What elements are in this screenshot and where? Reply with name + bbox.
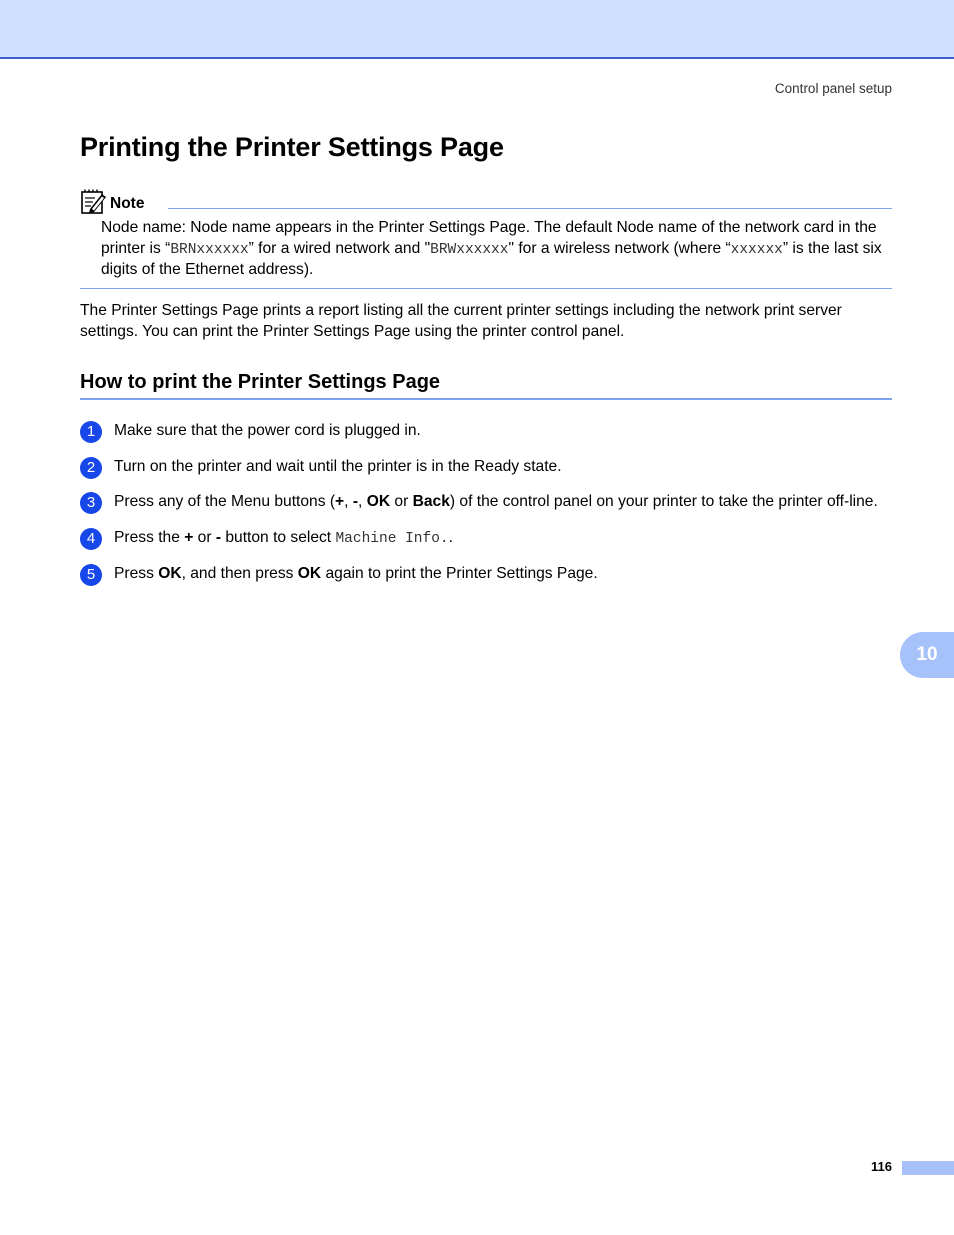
step-text: Press any of the Menu buttons (+, -, OK or Back) of the control panel on your printer to take the printer off-line. xyxy=(114,493,878,510)
page-title: Printing the Printer Settings Page xyxy=(80,132,504,162)
step-item xyxy=(80,492,895,513)
intro-paragraph: The Printer Settings Page prints a report listing all the current printer settings including the network print server settings. You can print the Printer Settings Page using the printer control panel. xyxy=(80,302,842,340)
step-text: Press OK, and then press OK again to print the Printer Settings Page. xyxy=(114,565,598,582)
step-text: Press the + or - button to select Machine Info.. xyxy=(114,528,453,547)
note-code: xxxxxx xyxy=(730,241,783,258)
note-code: BRNxxxxxx xyxy=(170,241,249,258)
step-item xyxy=(80,528,895,550)
note-text: Node name: Node name appears in the Printer Settings Page. The default Node name of the network card in the printer is “BRNxxxxxx” for a wired network and "BRWxxxxxx" for a wireless network (where “xxxxxx” is the last six digits of the Ethernet address). xyxy=(101,219,882,278)
step-item xyxy=(80,564,895,585)
note-box xyxy=(80,188,892,289)
page-number: 116 xyxy=(871,1159,892,1174)
step-number-badge: 2 xyxy=(80,457,102,479)
step-item xyxy=(80,457,895,478)
step-number-badge: 3 xyxy=(80,492,102,514)
chapter-tab: 10 xyxy=(900,632,954,678)
header-band xyxy=(0,0,954,59)
note-divider xyxy=(168,208,892,209)
running-header: Control panel setup xyxy=(774,81,892,96)
step-text: Turn on the printer and wait until the printer is in the Ready state. xyxy=(114,457,562,475)
page-number-bar xyxy=(902,1161,954,1175)
note-label: Note xyxy=(110,195,145,212)
step-number-badge: 1 xyxy=(80,421,102,443)
step-text: Make sure that the power cord is plugged in. xyxy=(114,422,421,439)
step-list xyxy=(80,421,895,600)
note-code: BRWxxxxxx xyxy=(430,241,509,258)
note-pencil-icon xyxy=(80,188,108,216)
step-item xyxy=(80,421,895,442)
step-number-badge: 4 xyxy=(80,528,102,550)
step-number-badge: 5 xyxy=(80,564,102,586)
section-title: How to print the Printer Settings Page xyxy=(80,371,892,400)
menu-value-code: Machine Info. xyxy=(335,530,449,547)
